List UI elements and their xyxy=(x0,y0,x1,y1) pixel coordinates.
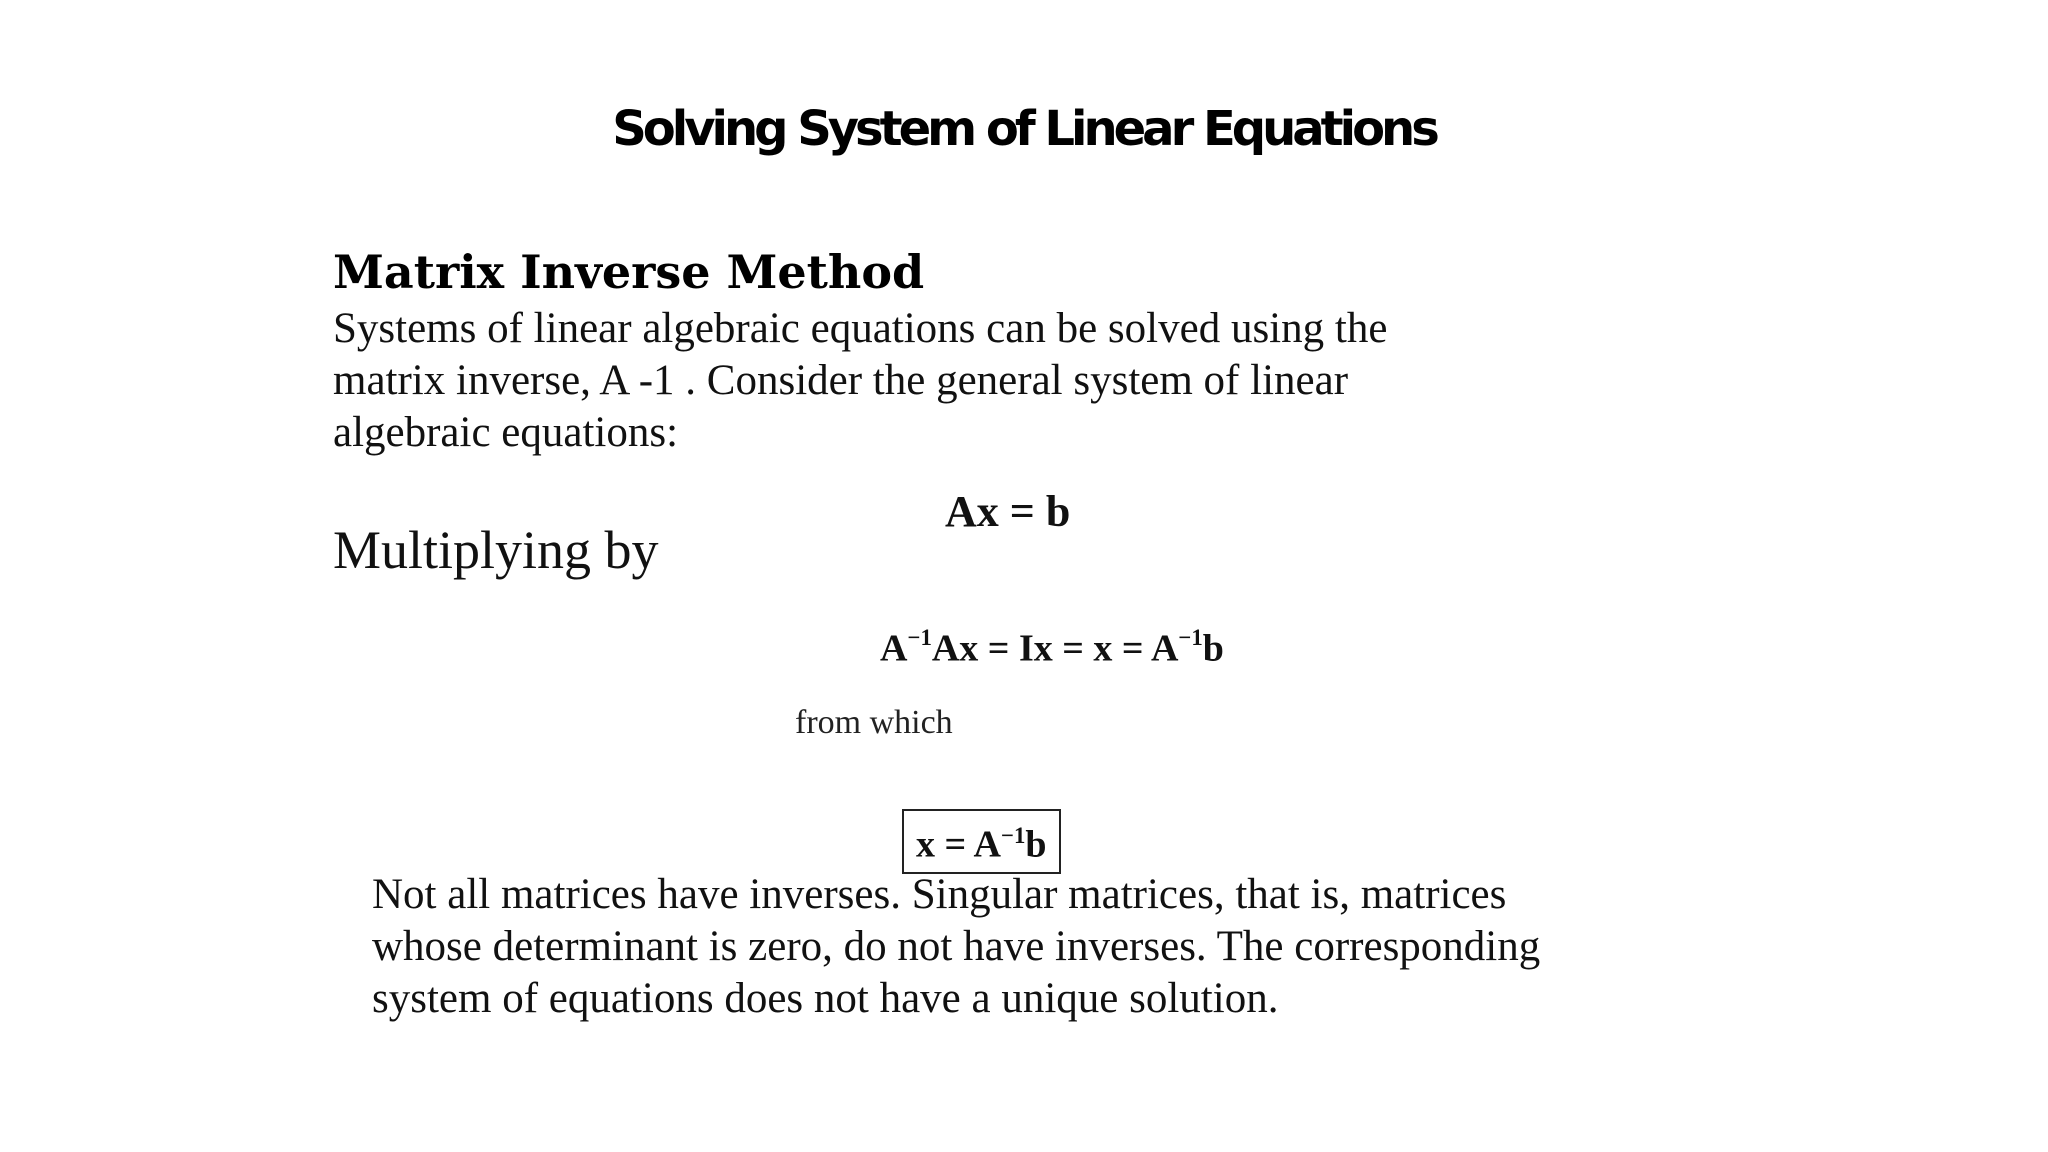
from-which-label: from which xyxy=(795,704,953,741)
note-line: system of equations does not have a unique solution. xyxy=(372,975,1279,1022)
intro-line: algebraic equations: xyxy=(333,409,679,456)
multiplying-label: Multiplying by xyxy=(333,520,659,580)
slide-title: Solving System of Linear Equations xyxy=(612,101,1436,157)
equation-part: A xyxy=(880,627,908,670)
intro-line: Systems of linear algebraic equations can be solved using the xyxy=(333,305,1388,352)
note-line: whose determinant is zero, do not have inverses. The corresponding xyxy=(372,923,1541,970)
equation-ax-equals-b: Ax = b xyxy=(945,487,1071,536)
equation-part: Ax = Ix = x = A xyxy=(931,627,1179,670)
note-line: Not all matrices have inverses. Singular matrices, that is, matrices xyxy=(372,871,1507,918)
equation-superscript: −1 xyxy=(1001,823,1026,848)
boxed-solution-equation xyxy=(902,809,1061,874)
intro-paragraph xyxy=(333,303,1633,459)
equation-inverse-multiplication xyxy=(880,612,1224,677)
equation-superscript: −1 xyxy=(907,625,932,650)
equation-part: b xyxy=(1025,823,1047,866)
equation-superscript: −1 xyxy=(1178,625,1203,650)
equation-part: b xyxy=(1202,627,1224,670)
section-heading: Matrix Inverse Method xyxy=(333,245,925,299)
intro-line: matrix inverse, A -1 . Consider the general system of linear xyxy=(333,357,1349,404)
note-paragraph xyxy=(372,869,1792,1025)
equation-part: x = A xyxy=(916,823,1001,866)
